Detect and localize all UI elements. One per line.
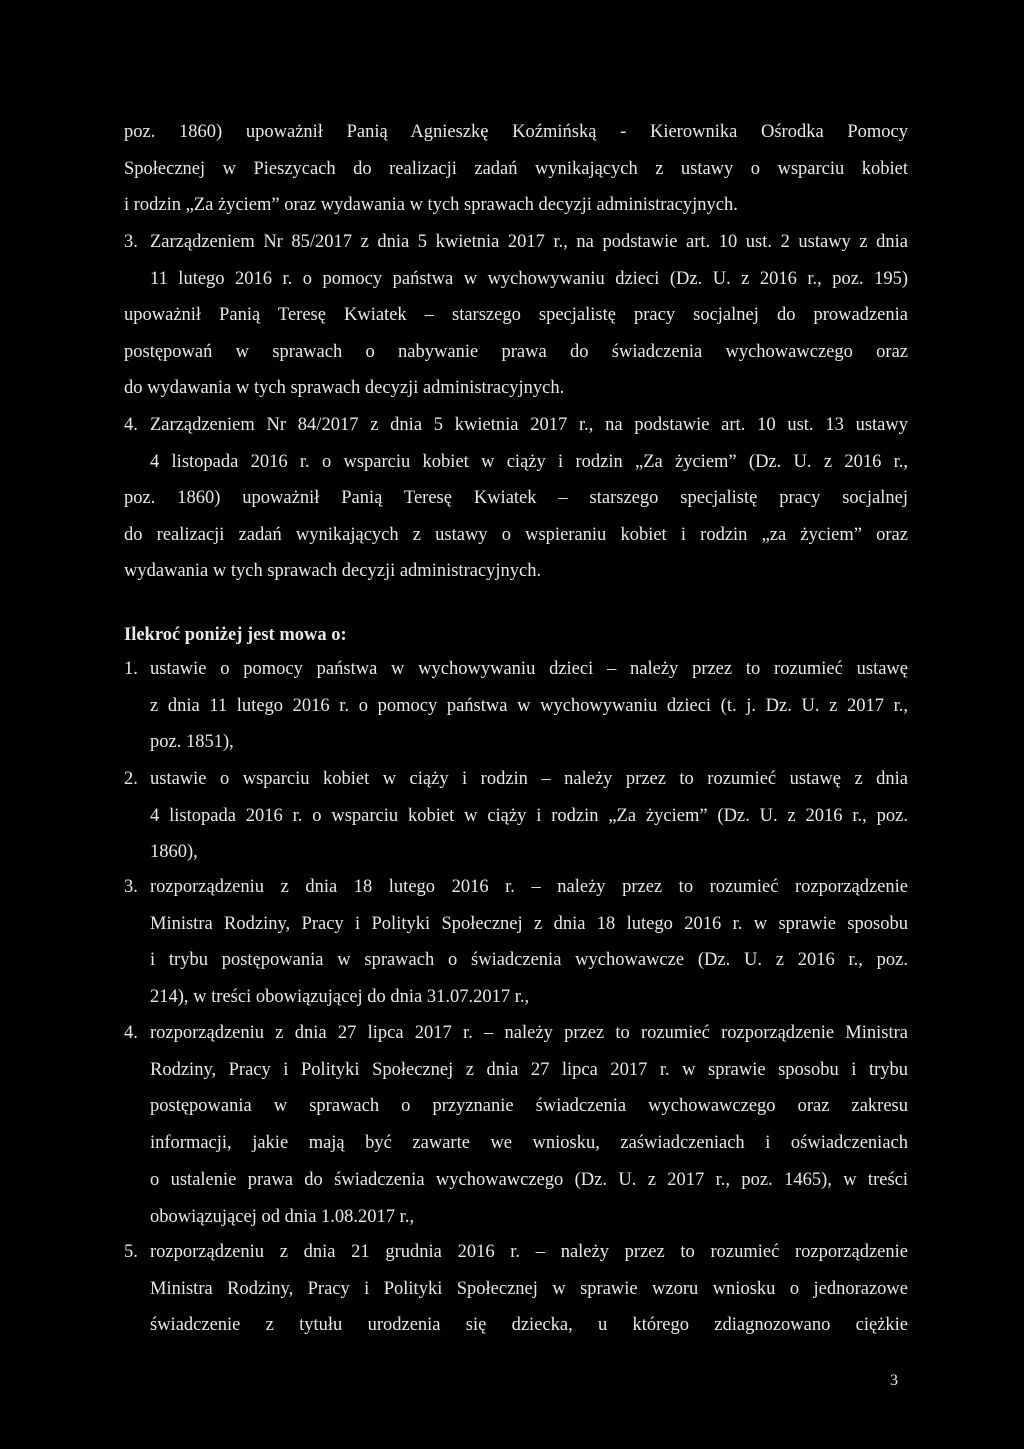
item-number: 2. xyxy=(124,769,138,789)
text-line: postępowań w sprawach o nabywanie prawa do świadczenia wychowawczego oraz xyxy=(124,341,908,362)
text-line: ustawie o wsparciu kobiet w ciąży i rodzin – należy przez to rozumieć ustawę z dnia xyxy=(150,769,908,789)
text-line: rozporządzeniu z dnia 21 grudnia 2016 r. – należy przez to rozumieć rozporządzenie xyxy=(150,1242,908,1262)
text-line: o ustalenie prawa do świadczenia wychowawczego (Dz. U. z 2017 r., poz. 1465), w treści xyxy=(150,1169,908,1190)
definitions-heading: Ilekroć poniżej jest mowa o: xyxy=(124,625,347,645)
definition-item xyxy=(124,1234,908,1344)
text-line: 4 listopada 2016 r. o wsparciu kobiet w ciąży i rodzin „Za życiem” (Dz. U. z 2016 r., poz. xyxy=(150,805,908,826)
text-line: Ministra Rodziny, Pracy i Polityki Społecznej w sprawie wzoru wniosku o jednorazowe xyxy=(150,1278,908,1299)
item-number: 1. xyxy=(124,659,138,679)
text-line: postępowania w sprawach o przyznanie świadczenia wychowawczego oraz zakresu xyxy=(150,1096,908,1117)
text-line: obowiązującej od dnia 1.08.2017 r., xyxy=(150,1206,415,1227)
item-continuation xyxy=(124,480,908,590)
list-item xyxy=(124,224,908,297)
text-line: poz. 1851), xyxy=(150,732,234,753)
text-line: rozporządzeniu z dnia 18 lutego 2016 r. – należy przez to rozumieć rozporządzenie xyxy=(150,877,908,897)
text-line: Społecznej w Pieszycach do realizacji zadań wynikających z ustawy o wsparciu kobiet xyxy=(124,158,908,179)
definition-item xyxy=(124,651,908,761)
text-line: i trybu postępowania w sprawach o świadczenia wychowawcze (Dz. U. z 2016 r., poz. xyxy=(150,950,908,971)
text-line: 214), w treści obowiązującej do dnia 31.07.2017 r., xyxy=(150,987,530,1008)
definition-item xyxy=(124,869,908,1016)
text-line: do realizacji zadań wynikających z ustawy o wspieraniu kobiet i rodzin „za życiem” oraz xyxy=(124,524,908,545)
text-line: 1860), xyxy=(150,842,198,863)
intro-paragraph xyxy=(124,114,908,224)
item-number: 4. xyxy=(124,1023,138,1043)
text-line: upoważnił Panią Teresę Kwiatek – starszego specjalistę pracy socjalnej do prowadzenia xyxy=(124,305,908,325)
text-line: 4 listopada 2016 r. o wsparciu kobiet w ciąży i rodzin „Za życiem” (Dz. U. z 2016 r., xyxy=(150,451,908,472)
definition-item xyxy=(124,761,908,871)
item-number: 4. xyxy=(124,415,138,435)
text-line: informacji, jakie mają być zawarte we wniosku, zaświadczeniach i oświadczeniach xyxy=(150,1133,908,1154)
text-line: Zarządzeniem Nr 84/2017 z dnia 5 kwietnia 2017 r., na podstawie art. 10 ust. 13 ustawy xyxy=(150,415,908,435)
definition-item xyxy=(124,1015,908,1235)
text-line: i rodzin „Za życiem” oraz wydawania w tych sprawach decyzji administracyjnych. xyxy=(124,195,738,216)
text-line: Rodziny, Pracy i Polityki Społecznej z dnia 27 lipca 2017 r. w sprawie sposobu i trybu xyxy=(150,1059,908,1080)
text-line: wydawania w tych sprawach decyzji administracyjnych. xyxy=(124,561,542,582)
text-line: do wydawania w tych sprawach decyzji administracyjnych. xyxy=(124,378,565,399)
text-line: poz. 1860) upoważnił Panią Agnieszkę Koźmińską - Kierownika Ośrodka Pomocy xyxy=(124,122,908,142)
text-line: 11 lutego 2016 r. o pomocy państwa w wychowywaniu dzieci (Dz. U. z 2016 r., poz. 195) xyxy=(150,268,908,289)
text-line: Zarządzeniem Nr 85/2017 z dnia 5 kwietnia 2017 r., na podstawie art. 10 ust. 2 ustawy z dnia xyxy=(150,232,908,252)
page-number: 3 xyxy=(890,1372,898,1389)
list-item xyxy=(124,407,908,480)
text-line: poz. 1860) upoważnił Panią Teresę Kwiatek – starszego specjalistę pracy socjalnej xyxy=(124,488,908,508)
text-line: Ministra Rodziny, Pracy i Polityki Społecznej z dnia 18 lutego 2016 r. w sprawie sposobu xyxy=(150,913,908,934)
item-number: 3. xyxy=(124,877,138,897)
item-number: 3. xyxy=(124,232,138,252)
text-line: rozporządzeniu z dnia 27 lipca 2017 r. – należy przez to rozumieć rozporządzenie Ministra xyxy=(150,1023,908,1043)
item-continuation xyxy=(124,297,908,407)
text-line: świadczenie z tytułu urodzenia się dziecka, u którego zdiagnozowano ciężkie xyxy=(150,1315,908,1336)
text-line: z dnia 11 lutego 2016 r. o pomocy państwa w wychowywaniu dzieci (t. j. Dz. U. z 2017 r., xyxy=(150,695,908,716)
text-line: ustawie o pomocy państwa w wychowywaniu dzieci – należy przez to rozumieć ustawę xyxy=(150,659,908,679)
item-number: 5. xyxy=(124,1242,138,1262)
